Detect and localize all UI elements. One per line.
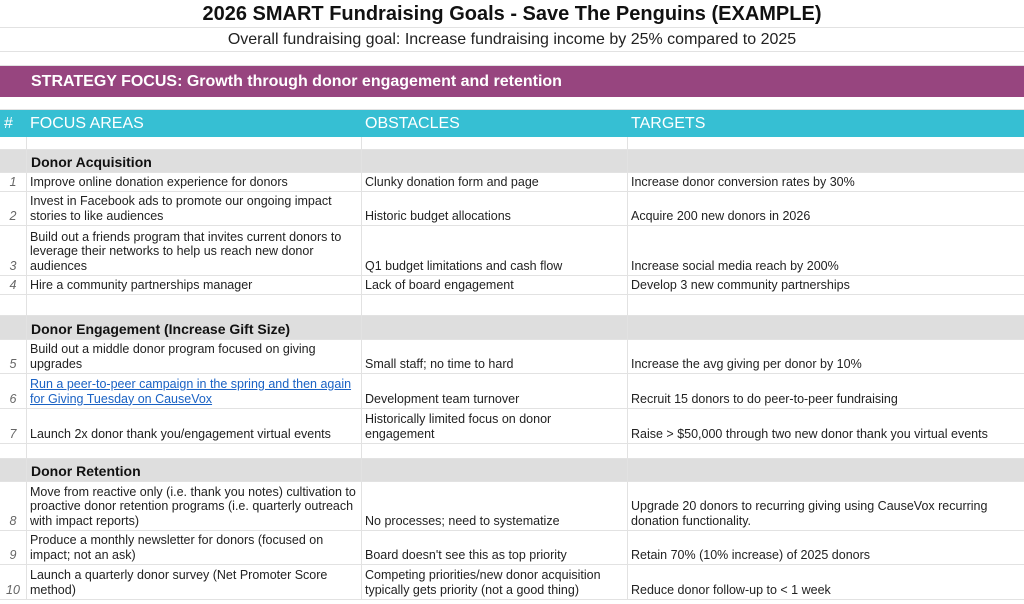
header-targets[interactable]: TARGETS	[631, 115, 706, 132]
row-number: 4	[0, 276, 27, 294]
spacer-row	[0, 52, 1024, 66]
obstacle-cell[interactable]: Q1 budget limitations and cash flow	[362, 226, 628, 275]
column-header-row[interactable]	[0, 110, 1024, 137]
section-header[interactable]	[0, 150, 1024, 173]
section-title: Donor Acquisition	[31, 154, 152, 170]
header-number[interactable]: #	[4, 115, 13, 132]
target-cell[interactable]: Reduce donor follow-up to < 1 week	[631, 582, 831, 597]
target-cell[interactable]: Recruit 15 donors to do peer-to-peer fundraising	[631, 391, 898, 406]
row-number: 10	[0, 565, 27, 599]
table-row[interactable]	[0, 226, 1024, 276]
strategy-banner[interactable]	[0, 66, 1024, 97]
sheet-subtitle: Overall fundraising goal: Increase fundraising income by 25% compared to 2025	[0, 28, 1024, 52]
focus-cell[interactable]: Launch 2x donor thank you/engagement virtual events	[27, 409, 362, 443]
header-obstacles[interactable]: OBSTACLES	[365, 115, 460, 132]
focus-cell[interactable]: Build out a middle donor program focused on giving upgrades	[27, 340, 362, 373]
section-header[interactable]	[0, 316, 1024, 340]
focus-cell[interactable]: Improve online donation experience for donors	[27, 173, 362, 191]
row-number: 3	[0, 226, 27, 275]
table-row[interactable]	[0, 276, 1024, 295]
table-row[interactable]	[0, 340, 1024, 374]
focus-cell[interactable]: Hire a community partnerships manager	[27, 276, 362, 294]
focus-cell[interactable]: Launch a quarterly donor survey (Net Promoter Score method)	[27, 565, 362, 599]
focus-cell[interactable]: Build out a friends program that invites current donors to leverage their networks to help us reach new donor audiences	[27, 226, 362, 275]
obstacle-cell[interactable]: Historic budget allocations	[362, 192, 628, 225]
focus-cell[interactable]: Invest in Facebook ads to promote our ongoing impact stories to like audiences	[27, 192, 362, 225]
spacer-row	[0, 97, 1024, 110]
section-title: Donor Retention	[31, 463, 141, 479]
table-row[interactable]	[0, 192, 1024, 226]
spacer-row	[0, 444, 1024, 459]
header-focus-areas[interactable]: FOCUS AREAS	[30, 115, 144, 132]
strategy-label: STRATEGY FOCUS: Growth through donor engagement and retention	[31, 73, 562, 90]
table-row[interactable]	[0, 374, 1024, 409]
row-number: 1	[0, 173, 27, 191]
row-number: 2	[0, 192, 27, 225]
focus-cell[interactable]: Produce a monthly newsletter for donors (focused on impact; not an ask)	[27, 531, 362, 564]
table-row[interactable]	[0, 173, 1024, 192]
obstacle-cell[interactable]: Board doesn't see this as top priority	[362, 531, 628, 564]
obstacle-cell[interactable]: Small staff; no time to hard	[362, 340, 628, 373]
table-row[interactable]	[0, 531, 1024, 565]
spacer-row	[0, 137, 1024, 150]
row-number: 6	[0, 374, 27, 408]
obstacle-cell[interactable]: Lack of board engagement	[362, 276, 628, 294]
focus-cell[interactable]: Move from reactive only (i.e. thank you notes) cultivation to proactive donor retention programs (i.e. quarterly outreach with impact reports)	[27, 482, 362, 530]
target-cell[interactable]: Develop 3 new community partnerships	[631, 277, 850, 292]
target-cell[interactable]: Retain 70% (10% increase) of 2025 donors	[631, 547, 871, 562]
row-number: 9	[0, 531, 27, 564]
target-cell[interactable]: Acquire 200 new donors in 2026	[631, 208, 811, 223]
table-row[interactable]	[0, 409, 1024, 444]
row-number: 5	[0, 340, 27, 373]
target-cell[interactable]: Raise > $50,000 through two new donor thank you virtual events	[631, 426, 988, 441]
row-number: 7	[0, 409, 27, 443]
obstacle-cell[interactable]: No processes; need to systematize	[362, 482, 628, 530]
obstacle-cell[interactable]: Competing priorities/new donor acquisition typically gets priority (not a good thing)	[362, 565, 628, 599]
target-cell[interactable]: Increase donor conversion rates by 30%	[631, 174, 855, 189]
focus-cell[interactable]	[27, 374, 362, 408]
spacer-row	[0, 295, 1024, 316]
obstacle-cell[interactable]: Clunky donation form and page	[362, 173, 628, 191]
table-row[interactable]	[0, 565, 1024, 600]
obstacle-cell[interactable]: Development team turnover	[362, 374, 628, 408]
section-header[interactable]	[0, 459, 1024, 482]
target-cell[interactable]: Increase social media reach by 200%	[631, 258, 839, 273]
campaign-link[interactable]: Run a peer-to-peer campaign in the spring and then again for Giving Tuesday on CauseVox	[30, 377, 352, 406]
target-cell[interactable]: Upgrade 20 donors to recurring giving using CauseVox recurring donation functionality.	[631, 499, 988, 528]
sheet-title: 2026 SMART Fundraising Goals - Save The Penguins (EXAMPLE)	[0, 0, 1024, 28]
table-row[interactable]	[0, 482, 1024, 531]
row-number: 8	[0, 482, 27, 530]
section-title: Donor Engagement (Increase Gift Size)	[31, 321, 291, 337]
target-cell[interactable]: Increase the avg giving per donor by 10%	[631, 356, 862, 371]
obstacle-cell[interactable]: Historically limited focus on donor engagement	[362, 409, 628, 443]
